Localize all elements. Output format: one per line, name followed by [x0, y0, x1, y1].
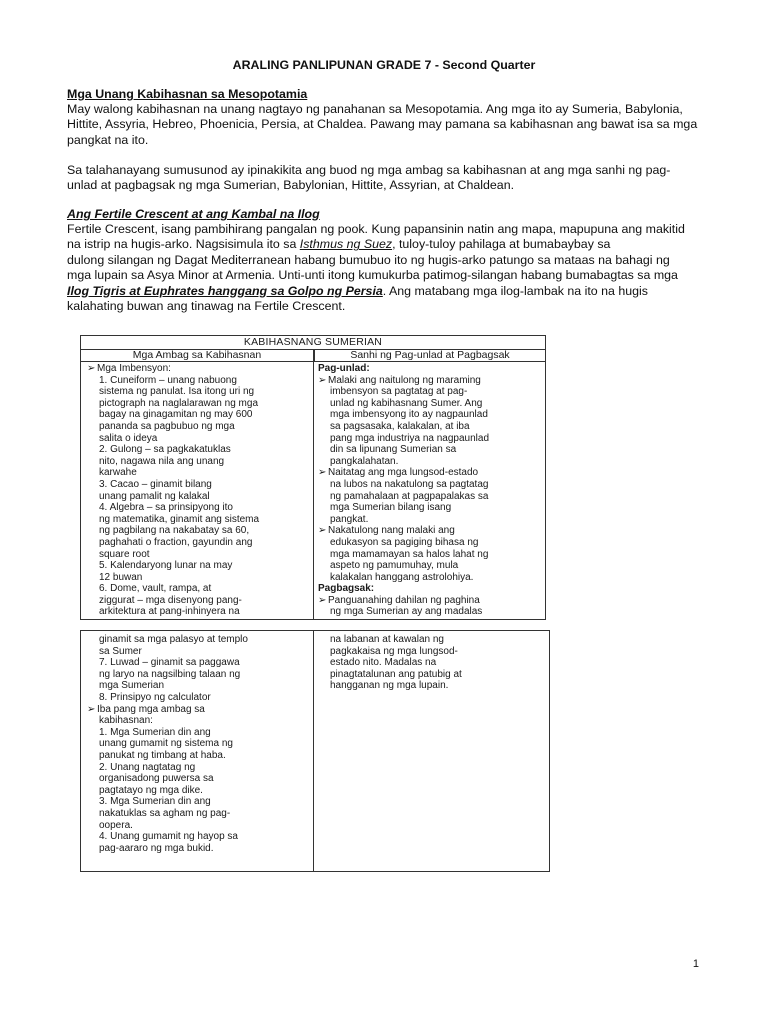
- paragraph-line: mga lupain sa Asya Minor at Armenia. Unti-unti itong kumukurba patimog-silangan habang bumabagtas sa mga: [67, 268, 678, 283]
- table-text: panukat ng timbang at haba.: [99, 749, 226, 761]
- table-text-line: [87, 409, 309, 421]
- table-text-line: [87, 444, 309, 456]
- paragraph-line: pangkat na ito.: [67, 132, 149, 147]
- table-text-line: [87, 634, 309, 646]
- ambag-cell: [87, 363, 309, 618]
- table-text: na labanan at kawalan ng: [330, 634, 444, 645]
- table-text-line: [87, 831, 309, 843]
- table-text: pag-aararo ng mga bukid.: [99, 842, 214, 854]
- rivers-emphasis: Ilog Tigris at Euphrates hanggang sa Golpo ng Persia: [67, 283, 383, 298]
- table-text-line: [318, 646, 540, 658]
- table-text: salita o ideya: [99, 432, 158, 444]
- table-text: bagay na ginagamitan ng may 600: [99, 409, 253, 421]
- table-text: organisadong puwersa sa: [99, 773, 214, 785]
- table-text: mga Sumerian bilang isang: [330, 502, 452, 514]
- table-text-line: [87, 525, 309, 537]
- table-text: 8. Prinsipyo ng calculator: [99, 691, 211, 703]
- table-text: ng pagbilang na nakabatay sa 60,: [99, 525, 250, 537]
- table-text-line: [87, 537, 309, 549]
- table-text-line: [87, 738, 309, 750]
- table-text: hangganan ng mga lupain.: [330, 680, 449, 692]
- table-text-line: [318, 421, 540, 433]
- table-text: ziggurat – mga disenyong pang-: [99, 594, 242, 606]
- table-text-line: [87, 820, 309, 832]
- table-text-line: [318, 444, 540, 456]
- table-text-line: [318, 572, 540, 584]
- table-text-line: [318, 583, 540, 595]
- table-text: 12 buwan: [99, 571, 143, 583]
- table-text-line: [87, 479, 309, 491]
- table-text-line: [318, 657, 540, 669]
- table-caption: KABIHASNANG SUMERIAN: [81, 336, 545, 350]
- arrow-bullet-icon: ➢: [318, 525, 327, 537]
- table-text: pagkakaisa ng mga lungsod-: [330, 645, 458, 657]
- table-text: kalakalan hanggang astrolohiya.: [330, 571, 474, 583]
- table-text-line: [87, 375, 309, 387]
- table-text-line: [87, 680, 309, 692]
- table-text: Iba pang mga ambag sa: [97, 703, 205, 715]
- table-text: Malaki ang naitulong ng maraming: [328, 374, 481, 386]
- table-text: ng pamahalaan at pagpapalakas sa: [330, 490, 489, 502]
- table-text-line: [318, 491, 540, 503]
- table-text: pagtatayo ng mga dike.: [99, 784, 203, 796]
- table-text-line: [87, 762, 309, 774]
- table-text: 1. Cuneiform – unang nabuong: [99, 374, 237, 386]
- table-text: square root: [99, 548, 150, 560]
- table-text: mga mamamayan sa halos lahat ng: [330, 548, 489, 560]
- table-text: din sa lipunang Sumerian sa: [330, 444, 457, 456]
- table-text: unang pamalit ng kalakal: [99, 490, 210, 502]
- table-text-line: [318, 363, 540, 375]
- table-text: ng laryo na nagsilbing talaan ng: [99, 668, 241, 680]
- table-text-line: [87, 606, 309, 618]
- table-text-line: [87, 669, 309, 681]
- bullet-item: [318, 595, 540, 607]
- table-text: oopera.: [99, 819, 133, 831]
- table-text: Naitatag ang mga lungsod-estado: [328, 467, 479, 479]
- paragraph-table-intro: [67, 163, 707, 194]
- paragraph-intro: [67, 102, 707, 148]
- table-text-line: [87, 398, 309, 410]
- arrow-bullet-icon: ➢: [318, 467, 327, 479]
- table-text: 7. Luwad – ginamit sa paggawa: [99, 657, 240, 669]
- table-text: 5. Kalendaryong lunar na may: [99, 560, 233, 572]
- table-text: arkitektura at pang-inhinyera na: [99, 606, 240, 618]
- table-text: sa pagsasaka, kalakalan, at iba: [330, 420, 470, 432]
- arrow-bullet-icon: ➢: [87, 363, 96, 374]
- table-text-line: [87, 514, 309, 526]
- table-text: na lubos na nakatulong sa pagtatag: [330, 478, 489, 490]
- table-text-line: [318, 514, 540, 526]
- table-text-line: [318, 560, 540, 572]
- table-text-line: [87, 646, 309, 658]
- table-text-line: [87, 549, 309, 561]
- paragraph-line: Hittite, Assyria, Hebreo, Phoenicia, Persia, at Chaldea. Pawang may pamana sa kabihasnan ang bawat isa sa mga: [67, 117, 698, 132]
- table-text-line: [87, 583, 309, 595]
- paragraph-line: [67, 237, 707, 252]
- table-text-line: [318, 502, 540, 514]
- bullet-item: [318, 525, 540, 537]
- table-text-line: [87, 491, 309, 503]
- table-text-line: [87, 467, 309, 479]
- paragraph-line: kalahating buwan ang tinawag na Fertile Crescent.: [67, 299, 346, 314]
- bullet-item: [318, 375, 540, 387]
- table-text: mga Sumerian: [99, 680, 165, 692]
- paragraph-fertile-crescent: [67, 222, 707, 314]
- table-text-line: [87, 796, 309, 808]
- table-text-line: [87, 421, 309, 433]
- table-text: karwahe: [99, 467, 137, 479]
- table-text: pangkat.: [330, 513, 369, 525]
- paragraph-line: unlad at pagbagsak ng mga Sumerian, Babylonian, Hittite, Assyrian, at Chaldean.: [67, 178, 515, 193]
- table-text-line: [87, 572, 309, 584]
- table-text: 2. Unang nagtatag ng: [99, 761, 196, 773]
- table-text: sa Sumer: [99, 645, 142, 657]
- sumerian-table: [80, 335, 546, 620]
- paragraph-line: May walong kabihasnan na unang nagtayo ng panahanan sa Mesopotamia. Ang mga ito ay Sumeria, Babylonia,: [67, 102, 683, 116]
- table-text-line: [318, 398, 540, 410]
- table-text-line: [87, 502, 309, 514]
- table-text: Panguanahing dahilan ng paghina: [328, 594, 480, 606]
- page-number: 1: [692, 958, 699, 970]
- table-text: pang mga industriya na nagpaunlad: [330, 432, 490, 444]
- text-run: na istrip na hugis-arko. Nagsisimula ito sa: [67, 237, 300, 252]
- table-text: Pagbagsak:: [318, 583, 375, 595]
- table-text: edukasyon sa pagiging bihasa ng: [330, 536, 479, 548]
- table-text: 3. Mga Sumerian din ang: [99, 796, 211, 808]
- table-text: nakatuklas sa agham ng pag-: [99, 807, 231, 819]
- table-text-line: [87, 595, 309, 607]
- table-text-line: [87, 456, 309, 468]
- paragraph-line: Fertile Crescent, isang pambihirang pangalan ng pook. Kung papansinin natin ang mapa, mapupuna ang makitid: [67, 222, 685, 236]
- table-text-line: [318, 433, 540, 445]
- table-text-line: [318, 456, 540, 468]
- arrow-bullet-icon: ➢: [87, 703, 96, 715]
- bullet-item: [87, 704, 309, 716]
- table-text: 3. Cacao – ginamit bilang: [99, 478, 212, 490]
- table-text: 1. Mga Sumerian din ang: [99, 726, 211, 738]
- table-text: imbensyon sa pagtatag at pag-: [330, 386, 468, 398]
- table-text: estado nito. Madalas na: [330, 657, 437, 669]
- table-text-line: [87, 433, 309, 445]
- table-text: 6. Dome, vault, rampa, at: [99, 583, 212, 595]
- sumerian-table-continued: [80, 630, 550, 872]
- table-text-line: [318, 634, 540, 646]
- table-text: aspeto ng pamumuhay, mula: [330, 560, 459, 572]
- table-text-line: [87, 560, 309, 572]
- page-title: ARALING PANLIPUNAN GRADE 7 - Second Quarter: [232, 58, 536, 72]
- section-heading-mesopotamia: Mga Unang Kabihasnan sa Mesopotamia: [67, 87, 308, 101]
- table-text: ng mga Sumerian ay ang madalas: [330, 606, 483, 618]
- table-text-line: [318, 606, 540, 618]
- column-divider: [313, 349, 314, 619]
- table-text-line: [318, 386, 540, 398]
- table-text-line: [87, 715, 309, 727]
- table-text: 4. Algebra – sa prinsipyong ito: [99, 502, 233, 514]
- table-text: ng matematika, ginamit ang sistema: [99, 513, 260, 525]
- table-text-line: [87, 843, 309, 855]
- sanhi-cell: [318, 363, 540, 618]
- table-text: pictograph na naglalarawan ng mga: [99, 397, 258, 409]
- table-text-line: [87, 727, 309, 739]
- table-text: nito, nagawa nila ang unang: [99, 455, 225, 467]
- table-text: 2. Gulong – sa pagkakatuklas: [99, 444, 231, 456]
- sanhi-cell: [318, 634, 540, 692]
- text-run: . Ang matabang mga ilog-lambak na ito na hugis: [382, 283, 648, 298]
- column-header-ambag: Mga Ambag sa Kabihasnan: [81, 349, 313, 362]
- table-text: pinagtatalunan ang patubig at: [330, 668, 462, 680]
- ambag-cell: [87, 634, 309, 854]
- table-text: Mga Imbensyon:: [97, 363, 171, 374]
- arrow-bullet-icon: ➢: [318, 594, 327, 606]
- column-header-sanhi: Sanhi ng Pag-unlad at Pagbagsak: [314, 349, 545, 362]
- table-text-line: [318, 479, 540, 491]
- table-text-line: [87, 785, 309, 797]
- table-text-line: [87, 808, 309, 820]
- table-text: 4. Unang gumamit ng hayop sa: [99, 831, 238, 843]
- table-text-line: [87, 773, 309, 785]
- table-text-line: [87, 692, 309, 704]
- table-text: ginamit sa mga palasyo at templo: [99, 634, 248, 645]
- table-text-line: [318, 537, 540, 549]
- table-text: mga imbensyong ito ay nagpaunlad: [330, 409, 488, 421]
- column-divider: [313, 631, 314, 871]
- section-heading-fertile-crescent: Ang Fertile Crescent at ang Kambal na Ilog: [67, 207, 320, 221]
- table-text-line: [87, 657, 309, 669]
- table-text: unang gumamit ng sistema ng: [99, 738, 233, 750]
- table-text-line: [318, 669, 540, 681]
- paragraph-line: [67, 284, 707, 299]
- table-text: Nakatulong nang malaki ang: [328, 525, 455, 537]
- table-text-line: [87, 750, 309, 762]
- table-text-line: [318, 409, 540, 421]
- arrow-bullet-icon: ➢: [318, 374, 327, 386]
- table-text: Pag-unlad:: [318, 363, 370, 374]
- paragraph-line: dulong silangan ng Dagat Mediterranean habang bumubuo ito ng hugis-arko patungo sa mataas na bahagi ng: [67, 252, 670, 267]
- bullet-item: [318, 467, 540, 479]
- table-text: pananda sa pagbubuo ng mga: [99, 420, 235, 432]
- table-text: paghahati o fraction, gayundin ang: [99, 536, 253, 548]
- table-text-line: [87, 386, 309, 398]
- isthmus-suez-link: Isthmus ng Suez: [299, 237, 393, 252]
- table-text-line: [318, 680, 540, 692]
- table-text: pangkalahatan.: [330, 455, 399, 467]
- bullet-item: [87, 363, 309, 375]
- paragraph-line: Sa talahanayang sumusunod ay ipinakikita ang buod ng mga ambag sa kabihasnan at ang mga sanhi ng pag-: [67, 163, 671, 177]
- table-text-line: [318, 549, 540, 561]
- table-text: unlad ng kabihasnang Sumer. Ang: [330, 397, 483, 409]
- table-text: sistema ng panulat. Isa itong uri ng: [99, 386, 255, 398]
- table-text: kabihasnan:: [99, 715, 153, 727]
- text-run: , tuloy-tuloy pahilaga at bumabaybay sa: [392, 237, 611, 252]
